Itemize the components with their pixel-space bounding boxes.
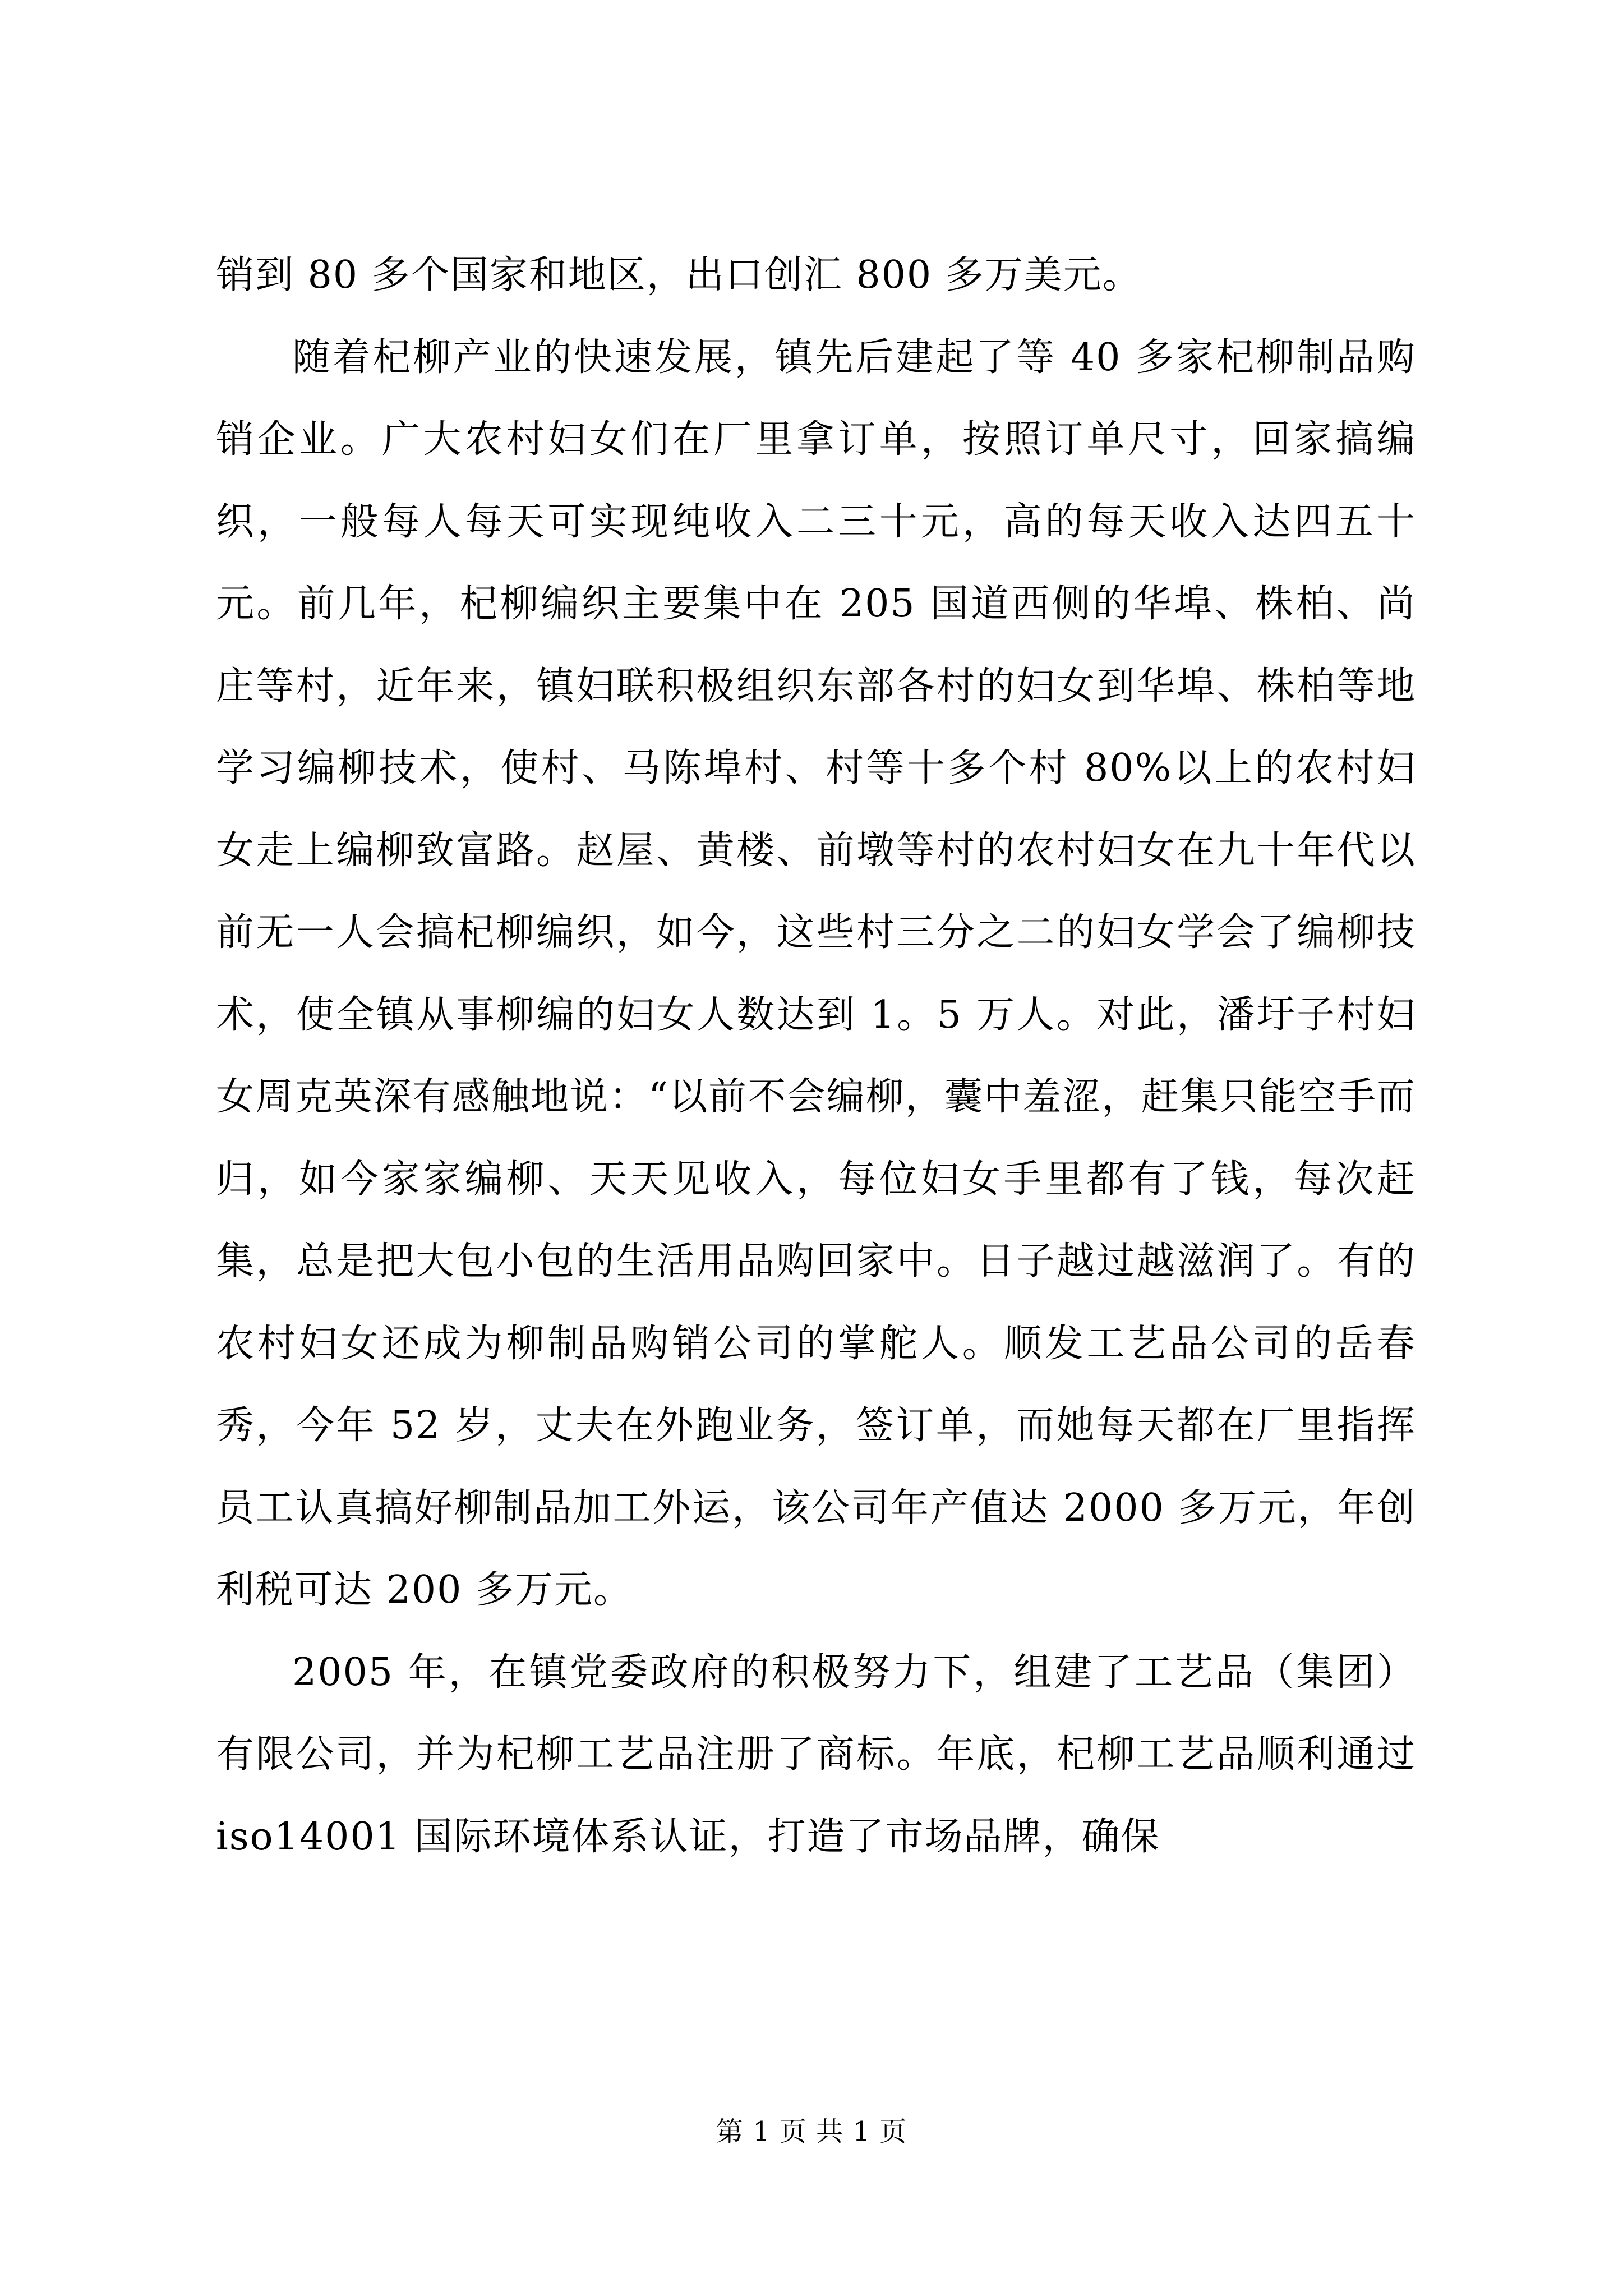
paragraph-1: 销到 80 多个国家和地区，出口创汇 800 多万美元。 xyxy=(216,253,1142,297)
document-body xyxy=(216,234,1416,1878)
paragraph-3: 2005 年，在镇党委政府的积极努力下，组建了工艺品（集团）有限公司，并为杞柳工艺品注册了商标。年底，杞柳工艺品顺利通过 iso14001 国际环境体系认证，打造了市场品牌，确保 xyxy=(216,1650,1416,1859)
paragraph-2: 随着杞柳产业的快速发展，镇先后建起了等 40 多家杞柳制品购销企业。广大农村妇女们在厂里拿订单，按照订单尺寸，回家搞编织，一般每人每天可实现纯收入二三十元，高的每天收入达四五十元。前几年，杞柳编织主要集中在 205 国道西侧的华埠、株柏、尚庄等村，近年来，镇妇联积极组织东部各村的妇女到华埠、株柏等地学习编柳技术，使村、马陈埠村、村等十多个村 80%以上的农村妇女走上编柳致富路。赵屋、黄楼、前墩等村的农村妇女在九十年代以前无一人会搞杞柳编织，如今，这些村三分之二的妇女学会了编柳技术，使全镇从事柳编的妇女人数达到 1。5 万人。对此，潘圩子村妇女周克英深有感触地说：“以前不会编柳，囊中羞涩，赶集只能空手而归，如今家家编柳、天天见收入，每位妇女手里都有了钱，每次赶集，总是把大包小包的生活用品购回家中。日子越过越滋润了。有的农村妇女还成为柳制品购销公司的掌舵人。顺发工艺品公司的岳春秀，今年 52 岁，丈夫在外跑业务，签订单，而她每天都在厂里指挥员工认真搞好柳制品加工外运，该公司年产值达 2000 多万元，年创利税可达 200 多万元。 xyxy=(216,335,1416,1612)
page-footer: 第 1 页 共 1 页 xyxy=(716,2116,907,2147)
